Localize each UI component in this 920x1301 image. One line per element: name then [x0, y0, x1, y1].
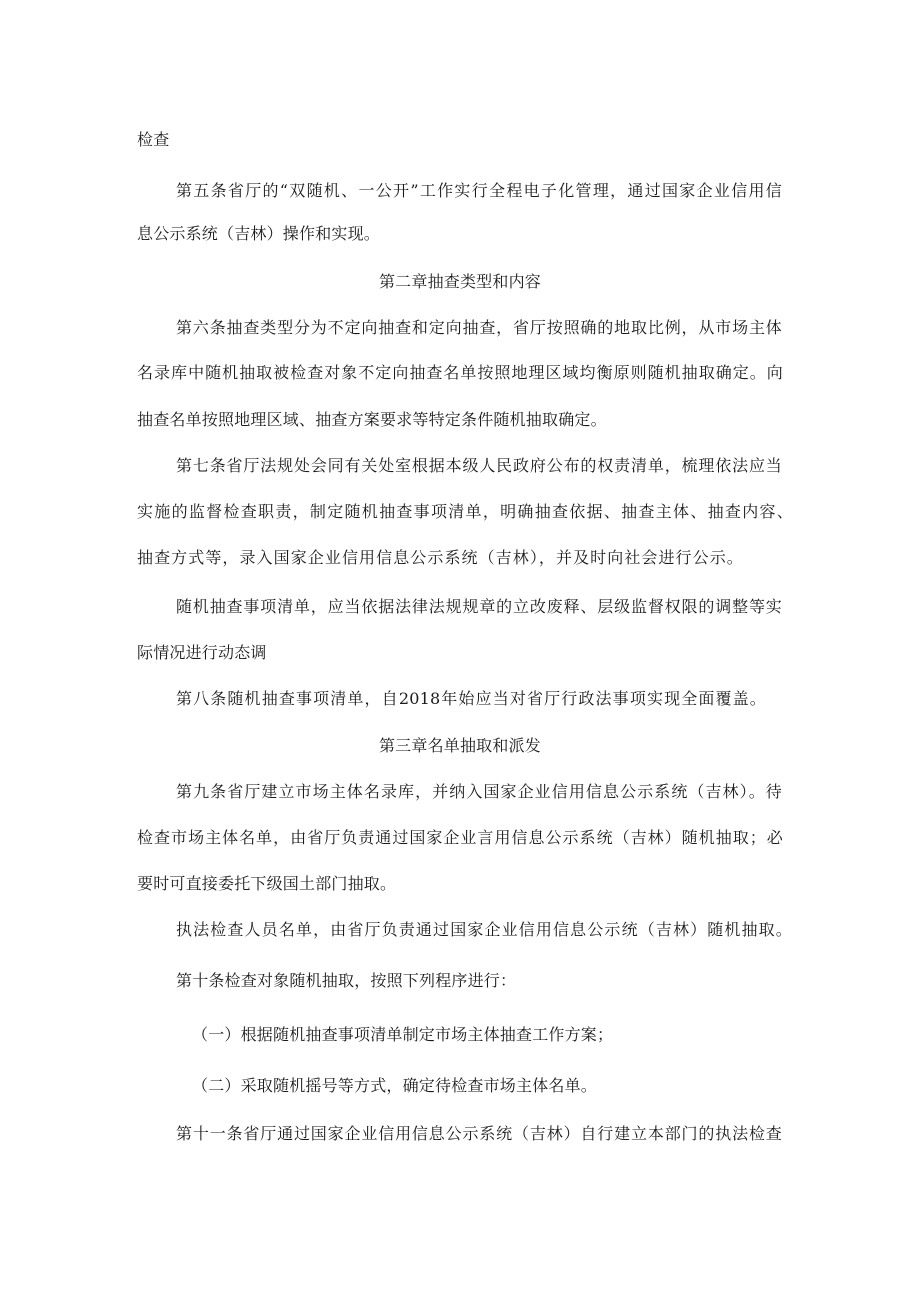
text-line-18: 执法检查人员名单，由省厅负责通过国家企业信用信息公示统（吉林）随机抽取。 [176, 920, 792, 939]
text-line-10: 抽查方式等，录入国家企业信用信息公示系统（吉林），并及时向社会进行公示。 [137, 548, 743, 567]
chapter-heading-3: 第三章名单抽取和派发 [378, 736, 541, 755]
text-line-22: 第十一条省厅通过国家企业信用信息公示系统（吉林）自行建立本部门的执法检查 [176, 1124, 782, 1143]
text-line-19: 第十条检查对象随机抽取，按照下列程序进行： [176, 971, 517, 990]
text-line-6: 名录库中随机抽取被检查对象不定向抽查名单按照地理区域均衡原则随机抽取确定。向 [137, 363, 783, 382]
chapter-heading-2: 第二章抽查类型和内容 [378, 272, 541, 291]
text-line-3: 息公示系统（吉林）操作和实现。 [137, 224, 381, 243]
text-line-15: 第九条省厅建立市场主体名录库，并纳入国家企业信用信息公示系统（吉林）。待 [176, 782, 782, 801]
text-line-21: （二）采取随机摇号等方式，确定待检查市场主体名单。 [192, 1076, 598, 1095]
text-line-17: 要时可直接委托下级国土部门抽取。 [137, 874, 397, 893]
text-line-16: 检查市场主体名单，由省厅负责通过国家企业言用信息公示系统（吉林）随机抽取；必 [137, 828, 783, 847]
text-line-11: 随机抽查事项清单，应当依据法律法规规章的立改废释、层级监督权限的调整等实 [176, 597, 782, 616]
text-line-1: 检查 [137, 130, 170, 149]
text-line-12: 际情况进行动态调 [137, 643, 267, 662]
text-line-20: （一）根据随机抽查事项清单制定市场主体抽查工作方案； [192, 1025, 614, 1044]
text-line-8: 第七条省厅法规处会同有关处室根据本级人民政府公布的权责清单，梳理依法应当 [176, 456, 782, 475]
text-line-2: 第五条省厅的“双随机、一公开”工作实行全程电子化管理，通过国家企业信用信 [176, 181, 782, 200]
text-line-9: 实施的监督检查职责，制定随机抽查事项清单，明确抽查依据、抽查主体、抽查内容、 [137, 502, 793, 521]
text-line-13: 第八条随机抽查事项清单，自2018年始应当对省厅行政法事项实现全面覆盖。 [176, 689, 766, 708]
text-line-7: 抽查名单按照地理区域、抽查方案要求等特定条件随机抽取确定。 [137, 410, 607, 429]
text-line-5: 第六条抽查类型分为不定向抽查和定向抽查，省厅按照确的地取比例，从市场主体 [176, 318, 782, 337]
